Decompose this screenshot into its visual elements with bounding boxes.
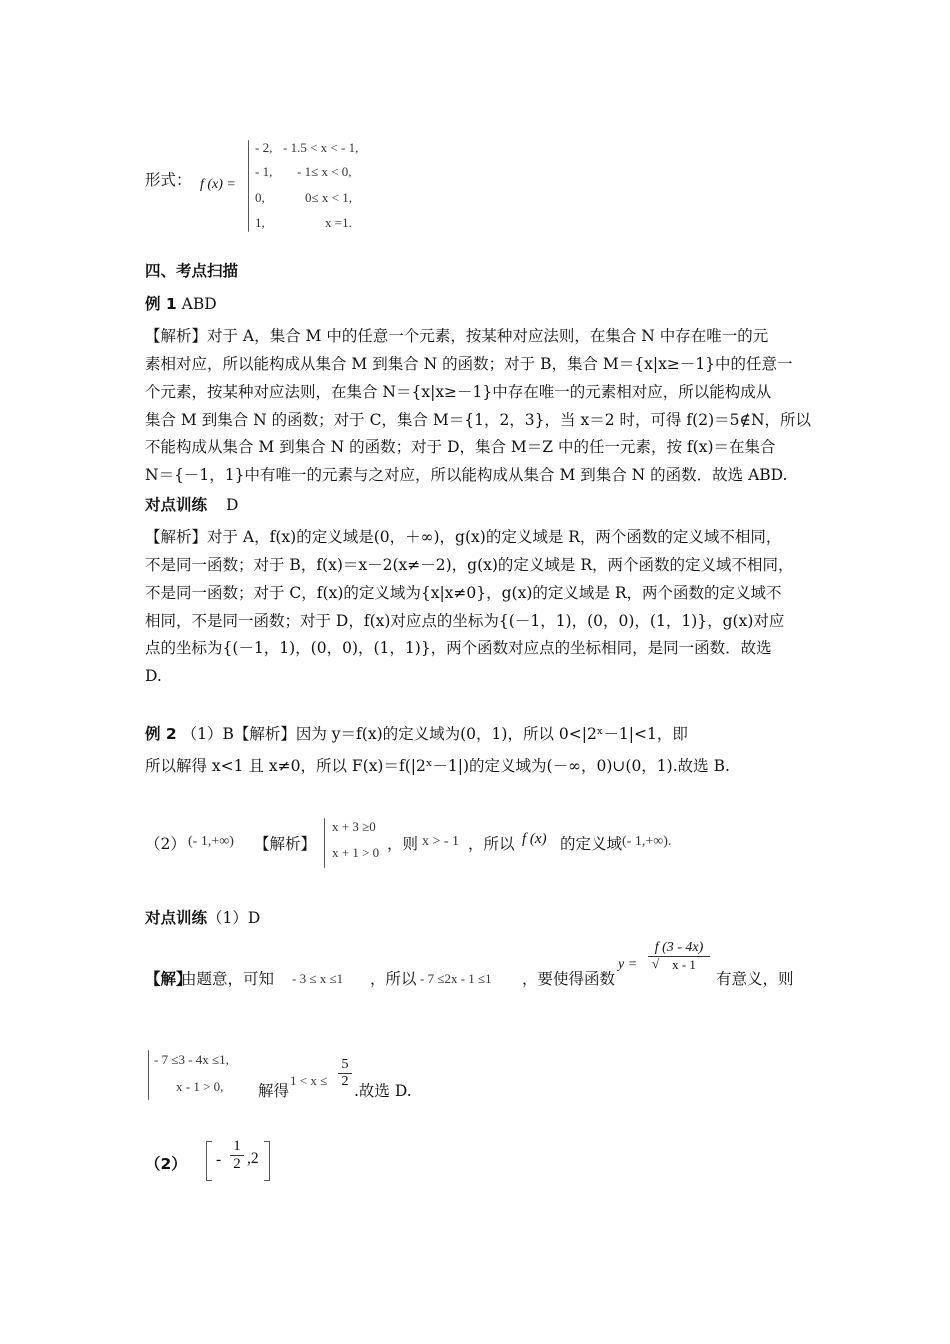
- ex1-line: 素相对应，所以能构成从集合 M 到集合 N 的函数；对于 B，集合 M＝{x|x≥－1}中的任意一: [145, 355, 793, 373]
- ex1-line: 【解析】对于 A，集合 M 中的任意一个元素，按某种对应法则，在集合 N 中存在唯一的元: [145, 327, 769, 345]
- train2-text4: 有意义，则: [716, 970, 794, 988]
- ex1-header: [145, 294, 217, 314]
- case-val-3: 0,: [255, 190, 265, 205]
- train2-fraction: [648, 940, 710, 973]
- train2-text1: 由题意，可知: [181, 970, 275, 988]
- train2-math2: - 7 ≤2x - 1 ≤1: [420, 971, 492, 986]
- ex1-line: 个元素，按某种对应法则，在集合 N＝{x|x≥－1}中存在唯一的元素相对应，所以能构成从: [145, 383, 772, 401]
- ex2-p2-sys-2: x + 1 > 0: [332, 845, 380, 860]
- ex2-p2-brace: [324, 818, 325, 868]
- part2-minus: -: [216, 1151, 222, 1168]
- ex2-p2-mid: ，则: [387, 835, 419, 853]
- ex1-line: 不能构成从集合 M 到集合 N 的函数；对于 D，集合 M＝Z 中的任一元素，按 f(x)＝在集合: [145, 438, 776, 456]
- case-val-4: 1,: [255, 215, 265, 230]
- train2-range-fraction: [338, 1057, 352, 1090]
- part2-num: 1: [233, 1138, 241, 1154]
- left-bracket: [206, 1141, 212, 1181]
- ex2-p2-prefix: （2）: [145, 835, 186, 853]
- train2-y: y =: [618, 957, 638, 972]
- ex1-line: N＝{－1，1}中有唯一的元素与之对应，所以能构成从集合 M 到集合 N 的函数．故选 ABD.: [145, 466, 788, 484]
- ex1-answer: ABD: [181, 295, 217, 313]
- train1-line: 点的坐标为{(－1，1)，(0，0)，(1，1)}，两个函数对应点的坐标相同，是同一函数．故选: [145, 639, 772, 657]
- part2-fraction: [230, 1138, 244, 1173]
- case-val-1: - 2,: [255, 140, 273, 155]
- ex2-p2-mid2: ，所以: [468, 835, 515, 853]
- ex2-p2-sys-1: x + 3 ≥0: [332, 819, 376, 834]
- ex2-p2-interval: (- 1,+∞): [188, 834, 234, 849]
- train2-solve: 解得: [258, 1082, 290, 1100]
- ex2-p2-label: 【解析】: [254, 835, 317, 853]
- ex1-label: 例 1: [145, 295, 177, 313]
- piecewise-brace: [248, 140, 249, 232]
- train2-denominator-wrap: [648, 957, 710, 973]
- train1-line: 【解析】对于 A，f(x)的定义域是(0，＋∞)，g(x)的定义域是 R，两个函数的定义域不相同，: [145, 528, 782, 546]
- train2-math1: - 3 ≤ x ≤1: [292, 971, 344, 986]
- part2-label: （2）: [145, 1155, 187, 1173]
- train1-line: 不是同一函数；对于 B，f(x)＝x－2(x≠－2)，g(x)的定义域是 R，两个函数的定义域不相同，: [145, 556, 794, 574]
- train1-answer: D: [225, 496, 239, 514]
- train2-denominator: x - 1: [672, 957, 696, 972]
- case-cond-2: - 1≤ x < 0,: [297, 164, 352, 179]
- right-bracket: [264, 1141, 270, 1181]
- ex2-line1: [145, 724, 688, 744]
- fx-label: f (x) =: [200, 177, 236, 192]
- case-cond-4: x =1.: [325, 215, 352, 230]
- ex2-p2-cond: x > - 1: [422, 834, 460, 849]
- train2-label: 对点训练: [145, 909, 208, 927]
- train1-label: 对点训练: [145, 496, 208, 514]
- ex2-line2: 所以解得 x<1 且 x≠0，所以 F(x)＝f(|2ˣ－1|)的定义域为(－∞，0)∪(0，1).故选 B.: [145, 757, 730, 775]
- case-val-2: - 1,: [255, 164, 273, 179]
- train2-text3: ，要使得函数: [522, 970, 616, 988]
- train2-sys-1: - 7 ≤3 - 4x ≤1,: [154, 1052, 229, 1067]
- train2-sol-label: 【解】: [145, 970, 192, 988]
- case-cond-1: - 1.5 < x < - 1,: [283, 140, 359, 155]
- part2-den: 2: [233, 1156, 241, 1172]
- ex2-p2-result: (- 1,+∞).: [622, 834, 672, 849]
- train2-brace: [148, 1050, 149, 1100]
- ex2-p2-tail: 的定义域: [560, 835, 623, 853]
- ex1-line: 集合 M 到集合 N 的函数；对于 C，集合 M＝{1，2，3}，当 x＝2 时，可得 f(2)＝5∉N，所以: [145, 411, 812, 429]
- train1-header: [145, 495, 238, 515]
- train2-range-left: 1 < x ≤: [290, 1073, 328, 1088]
- train2-answer: （1）D: [207, 909, 261, 927]
- train2-sys-2: x - 1 > 0,: [176, 1079, 224, 1094]
- train2-text2: ，所以: [370, 970, 417, 988]
- frac-den-2: 2: [341, 1074, 349, 1089]
- ex2-label: 例 2: [145, 725, 177, 743]
- ex2-p2-fx: f (x): [522, 831, 547, 847]
- train2-header: [145, 908, 260, 928]
- part2-tail: ,2: [247, 1150, 259, 1167]
- train2-end: .故选 D.: [354, 1082, 412, 1100]
- train1-line: 相同，不是同一函数；对于 D，f(x)对应点的坐标为{(－1，1)，(0，0)，(1，1)}，g(x)对应: [145, 612, 785, 630]
- case-cond-3: 0≤ x < 1,: [305, 190, 352, 205]
- sqrt-symbol: √: [652, 956, 660, 971]
- frac-num-5: 5: [341, 1057, 349, 1072]
- train2-numerator: f (3 - 4x): [654, 940, 704, 955]
- form-label: 形式：: [145, 171, 192, 189]
- section-heading: 四、考点扫描: [145, 262, 239, 280]
- ex2-text1: （1）B【解析】因为 y＝f(x)的定义域为(0，1)，所以 0<|2ˣ－1|<1，即: [181, 725, 688, 743]
- train1-line: D.: [145, 667, 162, 685]
- train1-line: 不是同一函数；对于 C，f(x)的定义域为{x|x≠0}，g(x)的定义域是 R，两个函数的定义域不: [145, 584, 782, 602]
